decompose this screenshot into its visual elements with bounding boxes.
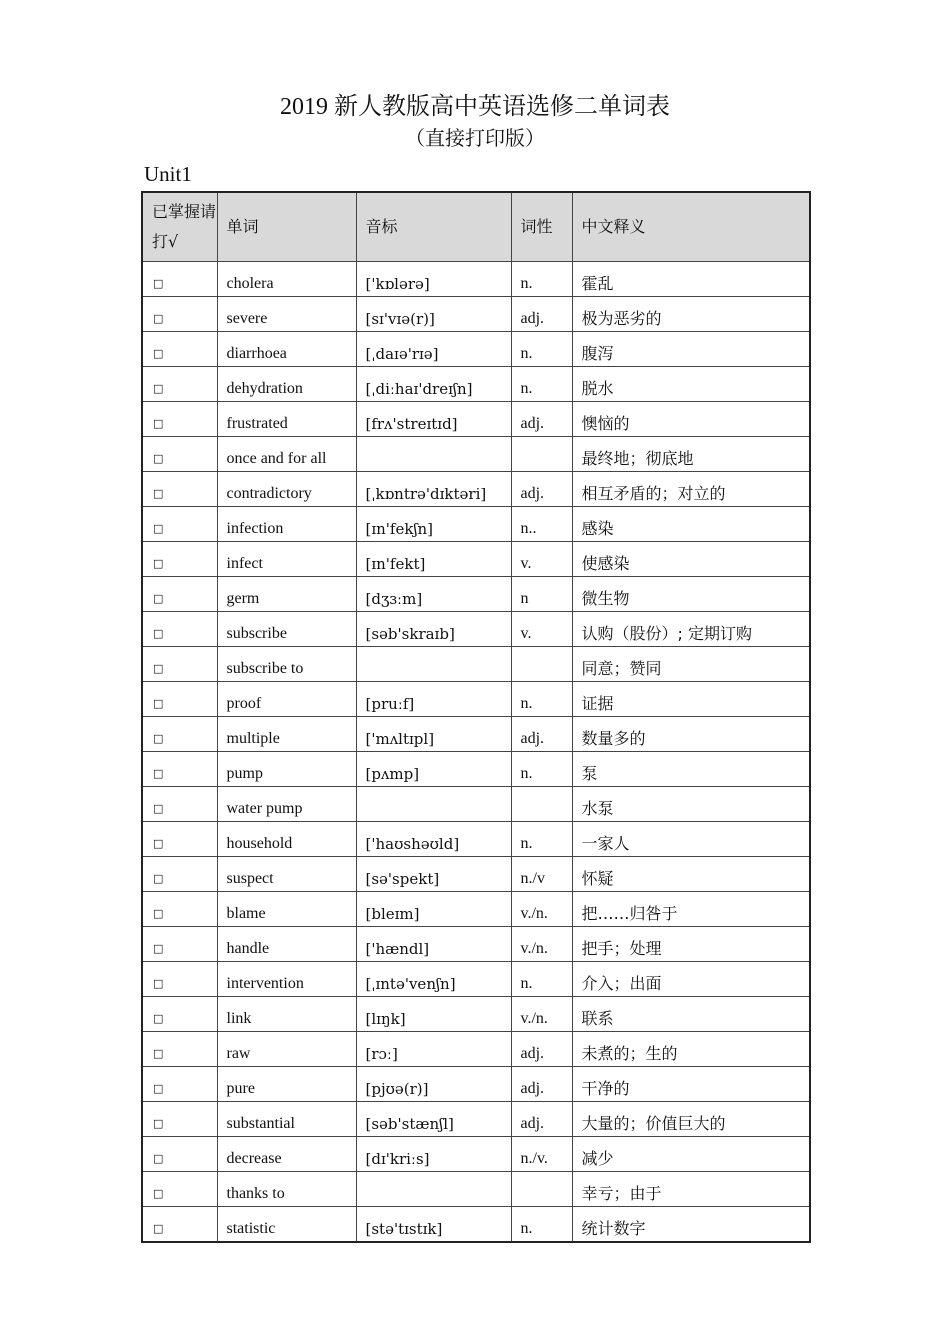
mastered-checkbox[interactable]: □: [142, 1207, 217, 1243]
table-row: [142, 577, 810, 612]
part-of-speech-cell: n.: [511, 262, 572, 297]
part-of-speech-cell: adj.: [511, 297, 572, 332]
part-of-speech-cell: adj.: [511, 1032, 572, 1067]
word-cell: cholera: [217, 262, 356, 297]
phonetic-cell: [356, 437, 511, 472]
word-cell: thanks to: [217, 1172, 356, 1207]
table-row: [142, 612, 810, 647]
meaning-cell: 大量的；价值巨大的: [572, 1102, 810, 1137]
word-cell: raw: [217, 1032, 356, 1067]
meaning-cell: 怀疑: [572, 857, 810, 892]
part-of-speech-cell: n.: [511, 1207, 572, 1243]
part-of-speech-cell: n.: [511, 682, 572, 717]
phonetic-cell: ['hændl]: [356, 927, 511, 962]
meaning-cell: 把……归咎于: [572, 892, 810, 927]
word-cell: suspect: [217, 857, 356, 892]
meaning-cell: 幸亏；由于: [572, 1172, 810, 1207]
word-cell: pump: [217, 752, 356, 787]
table-row: [142, 892, 810, 927]
word-cell: substantial: [217, 1102, 356, 1137]
mastered-checkbox[interactable]: □: [142, 1067, 217, 1102]
phonetic-cell: ['kɒlərə]: [356, 262, 511, 297]
word-cell: severe: [217, 297, 356, 332]
table-row: [142, 1102, 810, 1137]
mastered-checkbox[interactable]: □: [142, 892, 217, 927]
word-cell: decrease: [217, 1137, 356, 1172]
table-row: [142, 332, 810, 367]
mastered-checkbox[interactable]: □: [142, 752, 217, 787]
part-of-speech-cell: n: [511, 577, 572, 612]
meaning-cell: 懊恼的: [572, 402, 810, 437]
meaning-cell: 微生物: [572, 577, 810, 612]
table-row: [142, 472, 810, 507]
table-row: [142, 262, 810, 297]
table-row: [142, 1067, 810, 1102]
table-body: [142, 262, 810, 1243]
table-row: [142, 367, 810, 402]
word-cell: subscribe: [217, 612, 356, 647]
word-cell: water pump: [217, 787, 356, 822]
table-row: [142, 962, 810, 997]
word-cell: frustrated: [217, 402, 356, 437]
column-header-part-of-speech: 词性: [511, 192, 572, 262]
word-cell: blame: [217, 892, 356, 927]
table-row: [142, 1137, 810, 1172]
mastered-checkbox[interactable]: □: [142, 507, 217, 542]
phonetic-cell: [ˌkɒntrə'dɪktəri]: [356, 472, 511, 507]
phonetic-cell: ['haʊshəʊld]: [356, 822, 511, 857]
word-cell: pure: [217, 1067, 356, 1102]
phonetic-cell: [lɪŋk]: [356, 997, 511, 1032]
part-of-speech-cell: adj.: [511, 472, 572, 507]
phonetic-cell: [pjʊə(r)]: [356, 1067, 511, 1102]
phonetic-cell: [356, 647, 511, 682]
part-of-speech-cell: adj.: [511, 717, 572, 752]
part-of-speech-cell: n./v: [511, 857, 572, 892]
mastered-checkbox[interactable]: □: [142, 262, 217, 297]
mastered-checkbox[interactable]: □: [142, 717, 217, 752]
phonetic-cell: [ˌdaɪə'rɪə]: [356, 332, 511, 367]
meaning-cell: 脱水: [572, 367, 810, 402]
word-cell: infect: [217, 542, 356, 577]
mastered-checkbox[interactable]: □: [142, 1172, 217, 1207]
phonetic-cell: [rɔː]: [356, 1032, 511, 1067]
part-of-speech-cell: adj.: [511, 402, 572, 437]
table-row: [142, 1032, 810, 1067]
table-row: [142, 822, 810, 857]
mastered-checkbox[interactable]: □: [142, 542, 217, 577]
phonetic-cell: [dʒɜːm]: [356, 577, 511, 612]
table-row: [142, 542, 810, 577]
part-of-speech-cell: n.: [511, 822, 572, 857]
table-row: [142, 997, 810, 1032]
phonetic-cell: [ˌdiːhaɪ'dreɪʃn]: [356, 367, 511, 402]
mastered-checkbox[interactable]: □: [142, 997, 217, 1032]
meaning-cell: 干净的: [572, 1067, 810, 1102]
meaning-cell: 联系: [572, 997, 810, 1032]
word-cell: contradictory: [217, 472, 356, 507]
mastered-checkbox[interactable]: □: [142, 857, 217, 892]
phonetic-cell: [frʌ'streɪtɪd]: [356, 402, 511, 437]
phonetic-cell: [səb'skraɪb]: [356, 612, 511, 647]
table-row: [142, 682, 810, 717]
meaning-cell: 数量多的: [572, 717, 810, 752]
phonetic-cell: [səb'stænʃl]: [356, 1102, 511, 1137]
word-cell: subscribe to: [217, 647, 356, 682]
meaning-cell: 减少: [572, 1137, 810, 1172]
phonetic-cell: [dɪ'kriːs]: [356, 1137, 511, 1172]
phonetic-cell: [356, 1172, 511, 1207]
word-cell: intervention: [217, 962, 356, 997]
part-of-speech-cell: v./n.: [511, 892, 572, 927]
meaning-cell: 使感染: [572, 542, 810, 577]
page-subtitle: （直接打印版）: [405, 126, 545, 150]
phonetic-cell: [ɪn'fekʃn]: [356, 507, 511, 542]
part-of-speech-cell: n..: [511, 507, 572, 542]
word-cell: diarrhoea: [217, 332, 356, 367]
part-of-speech-cell: adj.: [511, 1067, 572, 1102]
column-header-chinese-meaning: 中文释义: [572, 192, 810, 262]
meaning-cell: 腹泻: [572, 332, 810, 367]
part-of-speech-cell: v./n.: [511, 997, 572, 1032]
part-of-speech-cell: n./v.: [511, 1137, 572, 1172]
mastered-checkbox[interactable]: □: [142, 1102, 217, 1137]
word-cell: once and for all: [217, 437, 356, 472]
phonetic-cell: [356, 787, 511, 822]
part-of-speech-cell: v.: [511, 612, 572, 647]
column-header-phonetic: 音标: [356, 192, 511, 262]
phonetic-cell: ['mʌltɪpl]: [356, 717, 511, 752]
meaning-cell: 未煮的；生的: [572, 1032, 810, 1067]
mastered-checkbox[interactable]: □: [142, 612, 217, 647]
table-row: [142, 752, 810, 787]
mastered-checkbox[interactable]: □: [142, 297, 217, 332]
word-cell: dehydration: [217, 367, 356, 402]
phonetic-cell: [ˌɪntə'venʃn]: [356, 962, 511, 997]
unit-label: Unit1: [144, 162, 192, 186]
part-of-speech-cell: n.: [511, 962, 572, 997]
meaning-cell: 认购（股份）; 定期订购: [572, 612, 810, 647]
mastered-checkbox[interactable]: □: [142, 367, 217, 402]
table-row: [142, 437, 810, 472]
part-of-speech-cell: [511, 1172, 572, 1207]
table-row: [142, 297, 810, 332]
meaning-cell: 极为恶劣的: [572, 297, 810, 332]
meaning-cell: 介入；出面: [572, 962, 810, 997]
table-row: [142, 1172, 810, 1207]
phonetic-cell: [stə'tɪstɪk]: [356, 1207, 511, 1243]
part-of-speech-cell: adj.: [511, 1102, 572, 1137]
table-row: [142, 402, 810, 437]
meaning-cell: 同意；赞同: [572, 647, 810, 682]
phonetic-cell: [bleɪm]: [356, 892, 511, 927]
mastered-checkbox[interactable]: □: [142, 1137, 217, 1172]
table-row: [142, 787, 810, 822]
meaning-cell: 证据: [572, 682, 810, 717]
mastered-checkbox[interactable]: □: [142, 682, 217, 717]
word-cell: handle: [217, 927, 356, 962]
meaning-cell: 霍乱: [572, 262, 810, 297]
meaning-cell: 一家人: [572, 822, 810, 857]
meaning-cell: 水泵: [572, 787, 810, 822]
mastered-checkbox[interactable]: □: [142, 1032, 217, 1067]
word-cell: infection: [217, 507, 356, 542]
meaning-cell: 统计数字: [572, 1207, 810, 1243]
part-of-speech-cell: n.: [511, 752, 572, 787]
phonetic-cell: [ɪn'fekt]: [356, 542, 511, 577]
word-cell: household: [217, 822, 356, 857]
mastered-checkbox[interactable]: □: [142, 437, 217, 472]
mastered-checkbox[interactable]: □: [142, 787, 217, 822]
mastered-checkbox[interactable]: □: [142, 577, 217, 612]
column-header-mastered: 已掌握请打√: [142, 192, 217, 262]
table-header-row: [142, 192, 810, 262]
meaning-cell: 相互矛盾的；对立的: [572, 472, 810, 507]
mastered-checkbox[interactable]: □: [142, 402, 217, 437]
part-of-speech-cell: v./n.: [511, 927, 572, 962]
table-row: [142, 857, 810, 892]
meaning-cell: 最终地；彻底地: [572, 437, 810, 472]
word-cell: proof: [217, 682, 356, 717]
mastered-checkbox[interactable]: □: [142, 927, 217, 962]
mastered-checkbox[interactable]: □: [142, 332, 217, 367]
phonetic-cell: [pʌmp]: [356, 752, 511, 787]
phonetic-cell: [sə'spekt]: [356, 857, 511, 892]
vocabulary-table: [141, 191, 811, 1243]
word-cell: multiple: [217, 717, 356, 752]
mastered-checkbox[interactable]: □: [142, 472, 217, 507]
word-cell: link: [217, 997, 356, 1032]
part-of-speech-cell: n.: [511, 367, 572, 402]
table-row: [142, 717, 810, 752]
meaning-cell: 把手；处理: [572, 927, 810, 962]
table-row: [142, 927, 810, 962]
part-of-speech-cell: v.: [511, 542, 572, 577]
word-cell: germ: [217, 577, 356, 612]
word-cell: statistic: [217, 1207, 356, 1243]
mastered-checkbox[interactable]: □: [142, 962, 217, 997]
mastered-checkbox[interactable]: □: [142, 822, 217, 857]
part-of-speech-cell: [511, 647, 572, 682]
page-title: 2019 新人教版高中英语选修二单词表: [280, 94, 670, 120]
phonetic-cell: [sɪ'vɪə(r)]: [356, 297, 511, 332]
part-of-speech-cell: n.: [511, 332, 572, 367]
part-of-speech-cell: [511, 787, 572, 822]
table-row: [142, 1207, 810, 1243]
meaning-cell: 感染: [572, 507, 810, 542]
part-of-speech-cell: [511, 437, 572, 472]
table-row: [142, 647, 810, 682]
table-row: [142, 507, 810, 542]
meaning-cell: 泵: [572, 752, 810, 787]
phonetic-cell: [pruːf]: [356, 682, 511, 717]
mastered-checkbox[interactable]: □: [142, 647, 217, 682]
column-header-word: 单词: [217, 192, 356, 262]
